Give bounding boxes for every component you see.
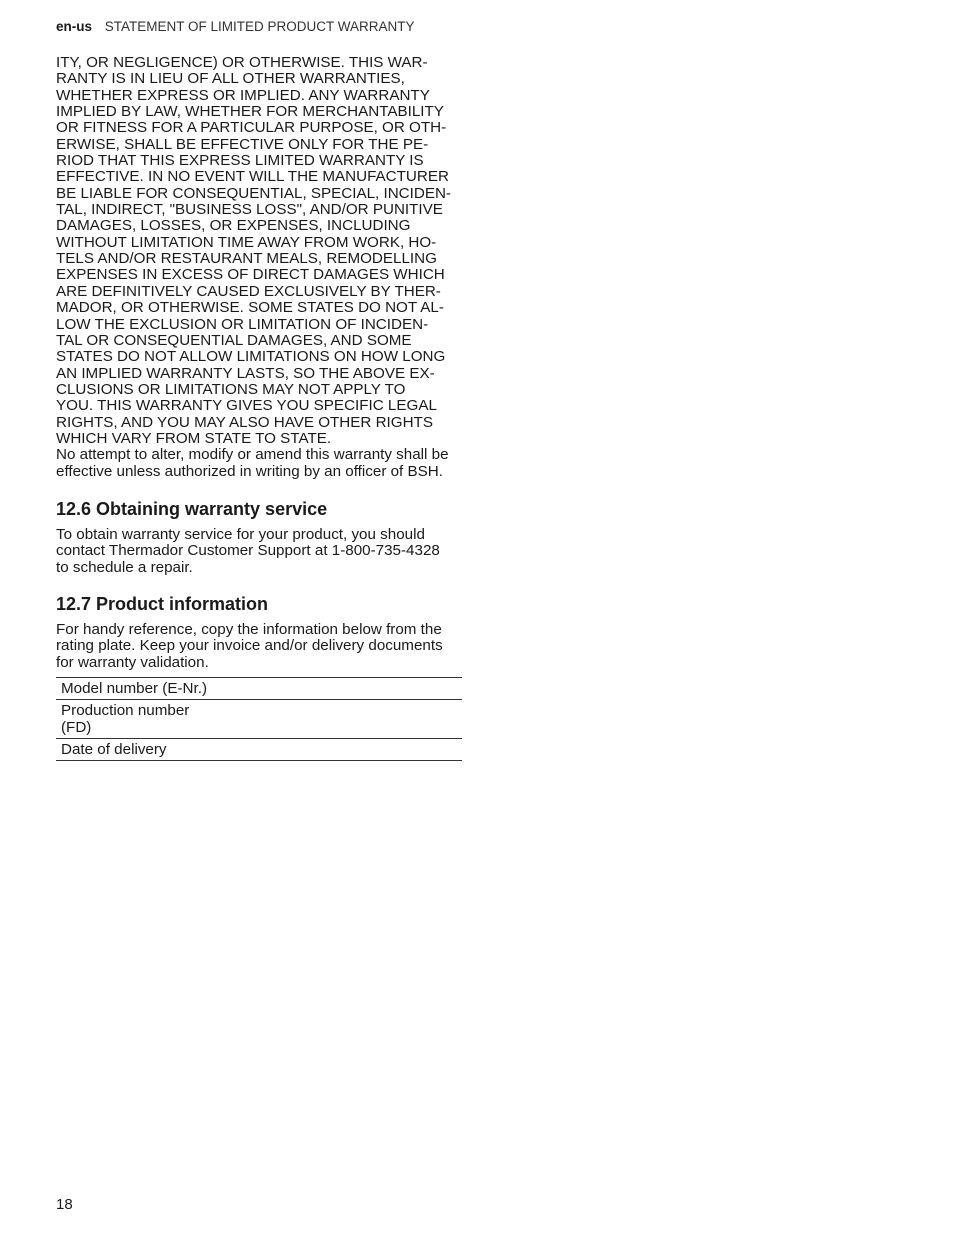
- production-number-value: [218, 700, 462, 739]
- production-number-label: Production number (FD): [56, 700, 218, 739]
- warranty-amend-text: No attempt to alter, modify or amend this warranty shall be effective unless authorized in writing by an officer of BSH.: [56, 446, 449, 480]
- section-heading-product-information: 12.7 Product information: [56, 593, 269, 614]
- table-row: [56, 700, 462, 739]
- table-row: [56, 678, 462, 700]
- language-code: en-us: [56, 19, 93, 34]
- section-heading-obtaining-warranty-service: 12.6 Obtaining warranty service: [56, 498, 328, 519]
- page-number: 18: [56, 1196, 73, 1213]
- date-of-delivery-label: Date of delivery: [56, 739, 218, 761]
- date-of-delivery-value: [218, 739, 462, 761]
- header-title: STATEMENT OF LIMITED PRODUCT WARRANTY: [104, 19, 415, 34]
- product-information-text: For handy reference, copy the information below from the rating plate. Keep your invoice and/or delivery documents for warranty validation.: [56, 620, 443, 671]
- model-number-label: Model number (E-Nr.): [56, 678, 218, 700]
- obtaining-warranty-service-text: To obtain warranty service for your product, you should contact Thermador Customer Support at 1-800-735-4328 to schedule a repair.: [56, 525, 440, 576]
- warranty-disclaimer-text: ITY, OR NEGLIGENCE) OR OTHERWISE. THIS WAR- RANTY IS IN LIEU OF ALL OTHER WARRANTIES, WHETHER EXPRESS OR IMPLIED. ANY WARRANTY IMPLIED BY LAW, WHETHER FOR MERCHANTABILITY OR FITNESS FOR A PARTICULAR PURPOSE, OR OTH- ERWISE, SHALL BE EFFECTIVE ONLY FOR THE PE- RIOD THAT THIS EXPRESS LIMITED WARRANTY IS EFFECTIVE. IN NO EVENT WILL THE MANUFACTURER BE LIABLE FOR CONSEQUENTIAL, SPECIAL, INCIDEN- TAL, INDIRECT, "BUSINESS LOSS", AND/OR PUNITIVE DAMAGES, LOSSES, OR EXPENSES, INCLUDING WITHOUT LIMITATION TIME AWAY FROM WORK, HO- TELS AND/OR RESTAURANT MEALS, REMODELLING EXPENSES IN EXCESS OF DIRECT DAMAGES WHICH ARE DEFINITIVELY CAUSED EXCLUSIVELY BY THER- MADOR, OR OTHERWISE. SOME STATES DO NOT AL- LOW THE EXCLUSION OR LIMITATION OF INCIDEN- TAL OR CONSEQUENTIAL DAMAGES, AND SOME STATES DO NOT ALLOW LIMITATIONS ON HOW LONG AN IMPLIED WARRANTY LASTS, SO THE ABOVE EX- CLUSIONS OR LIMITATIONS MAY NOT APPLY TO YOU. THIS WARRANTY GIVES YOU SPECIFIC LEGAL RIGHTS, AND YOU MAY ALSO HAVE OTHER RIGHTS WHICH VARY FROM STATE TO STATE.: [56, 54, 451, 447]
- content-column: [56, 55, 462, 761]
- page-header: [56, 19, 415, 34]
- product-information-table: [56, 677, 462, 761]
- model-number-value: [218, 678, 462, 700]
- table-row: [56, 739, 462, 761]
